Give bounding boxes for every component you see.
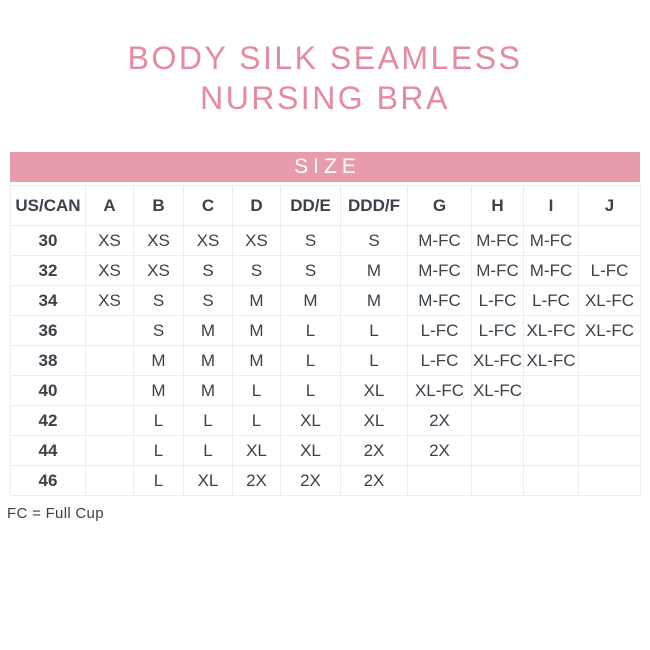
table-row: [11, 436, 641, 466]
size-cell: L: [134, 436, 184, 466]
band-size-cell: 46: [11, 466, 86, 496]
size-cell: M-FC: [524, 226, 579, 256]
size-cell: [86, 346, 134, 376]
table-row: [11, 256, 641, 286]
size-cell: M-FC: [408, 226, 472, 256]
band-size-cell: 44: [11, 436, 86, 466]
column-header-cup-dd-e: DD/E: [281, 186, 341, 226]
size-cell: [86, 406, 134, 436]
column-header-us-can: US/CAN: [11, 186, 86, 226]
size-cell: 2X: [341, 466, 408, 496]
size-cell: L-FC: [408, 346, 472, 376]
page-title-line2: NURSING BRA: [200, 80, 450, 116]
size-cell: S: [184, 286, 233, 316]
size-cell: XL-FC: [524, 316, 579, 346]
size-cell: L: [233, 376, 281, 406]
column-header-cup-i: I: [524, 186, 579, 226]
column-header-cup-a: A: [86, 186, 134, 226]
size-cell: S: [233, 256, 281, 286]
size-cell: 2X: [341, 436, 408, 466]
size-cell: XS: [184, 226, 233, 256]
size-cell: M: [184, 316, 233, 346]
size-cell: [86, 376, 134, 406]
size-cell: M-FC: [408, 256, 472, 286]
size-cell: [524, 376, 579, 406]
size-cell: 2X: [408, 406, 472, 436]
column-header-cup-b: B: [134, 186, 184, 226]
table-row: [11, 376, 641, 406]
header-row: [11, 186, 641, 226]
size-cell: M-FC: [524, 256, 579, 286]
size-cell: XL: [341, 406, 408, 436]
size-cell: XL-FC: [408, 376, 472, 406]
size-cell: M: [184, 376, 233, 406]
size-cell: XL-FC: [579, 286, 641, 316]
footnote: FC = Full Cup: [7, 505, 104, 522]
page-title: [0, 38, 650, 118]
size-table-body: [11, 226, 641, 496]
table-row: [11, 346, 641, 376]
size-cell: S: [341, 226, 408, 256]
size-cell: XL: [184, 466, 233, 496]
size-cell: XS: [86, 286, 134, 316]
band-size-cell: 34: [11, 286, 86, 316]
table-row: [11, 466, 641, 496]
size-cell: [86, 316, 134, 346]
size-cell: L: [281, 376, 341, 406]
size-cell: L-FC: [524, 286, 579, 316]
size-cell: [579, 466, 641, 496]
size-cell: S: [134, 286, 184, 316]
table-row: [11, 286, 641, 316]
table-row: [11, 316, 641, 346]
band-size-cell: 36: [11, 316, 86, 346]
size-cell: XL: [281, 436, 341, 466]
size-cell: 2X: [281, 466, 341, 496]
size-cell: XL-FC: [579, 316, 641, 346]
size-cell: L: [134, 466, 184, 496]
size-cell: 2X: [408, 436, 472, 466]
size-cell: L: [341, 316, 408, 346]
column-header-cup-d: D: [233, 186, 281, 226]
size-cell: L: [134, 406, 184, 436]
column-header-cup-g: G: [408, 186, 472, 226]
size-cell: M: [134, 346, 184, 376]
size-cell: [579, 226, 641, 256]
size-cell: L: [281, 346, 341, 376]
size-cell: M-FC: [472, 256, 524, 286]
band-size-cell: 42: [11, 406, 86, 436]
size-cell: [524, 436, 579, 466]
page-title-line1: BODY SILK SEAMLESS: [127, 40, 523, 76]
size-cell: [472, 436, 524, 466]
size-cell: L-FC: [408, 316, 472, 346]
size-cell: [524, 406, 579, 436]
size-section-header: [10, 152, 640, 182]
size-cell: [472, 406, 524, 436]
band-size-cell: 40: [11, 376, 86, 406]
size-cell: XL-FC: [472, 346, 524, 376]
size-section-label: SIZE: [294, 155, 361, 178]
size-cell: M: [341, 256, 408, 286]
size-cell: 2X: [233, 466, 281, 496]
table-row: [11, 226, 641, 256]
size-cell: [579, 376, 641, 406]
size-cell: M-FC: [472, 226, 524, 256]
size-cell: XS: [86, 226, 134, 256]
size-cell: [408, 466, 472, 496]
size-cell: M: [281, 286, 341, 316]
size-cell: XS: [134, 256, 184, 286]
size-cell: [579, 436, 641, 466]
size-cell: S: [184, 256, 233, 286]
size-cell: M: [233, 346, 281, 376]
size-cell: L: [341, 346, 408, 376]
size-cell: [579, 346, 641, 376]
band-size-cell: 32: [11, 256, 86, 286]
size-cell: S: [281, 226, 341, 256]
size-cell: L: [184, 406, 233, 436]
size-cell: M: [233, 316, 281, 346]
size-cell: L: [281, 316, 341, 346]
size-cell: L: [233, 406, 281, 436]
size-cell: M: [184, 346, 233, 376]
table-row: [11, 406, 641, 436]
size-cell: M: [233, 286, 281, 316]
band-size-cell: 30: [11, 226, 86, 256]
size-cell: [524, 466, 579, 496]
size-cell: L-FC: [472, 316, 524, 346]
column-header-cup-j: J: [579, 186, 641, 226]
size-cell: XS: [233, 226, 281, 256]
column-header-cup-c: C: [184, 186, 233, 226]
size-cell: M: [134, 376, 184, 406]
column-header-cup-h: H: [472, 186, 524, 226]
size-cell: M-FC: [408, 286, 472, 316]
size-cell: L-FC: [579, 256, 641, 286]
size-cell: XL-FC: [524, 346, 579, 376]
size-cell: XS: [86, 256, 134, 286]
size-cell: XL-FC: [472, 376, 524, 406]
size-cell: XL: [233, 436, 281, 466]
size-table: [10, 185, 641, 496]
size-cell: M: [341, 286, 408, 316]
size-cell: XS: [134, 226, 184, 256]
size-cell: L: [184, 436, 233, 466]
band-size-cell: 38: [11, 346, 86, 376]
size-cell: L-FC: [472, 286, 524, 316]
size-cell: XL: [281, 406, 341, 436]
size-cell: [86, 436, 134, 466]
column-header-cup-ddd-f: DDD/F: [341, 186, 408, 226]
size-cell: [579, 406, 641, 436]
size-cell: S: [281, 256, 341, 286]
size-cell: [86, 466, 134, 496]
size-cell: [472, 466, 524, 496]
size-cell: XL: [341, 376, 408, 406]
size-cell: S: [134, 316, 184, 346]
